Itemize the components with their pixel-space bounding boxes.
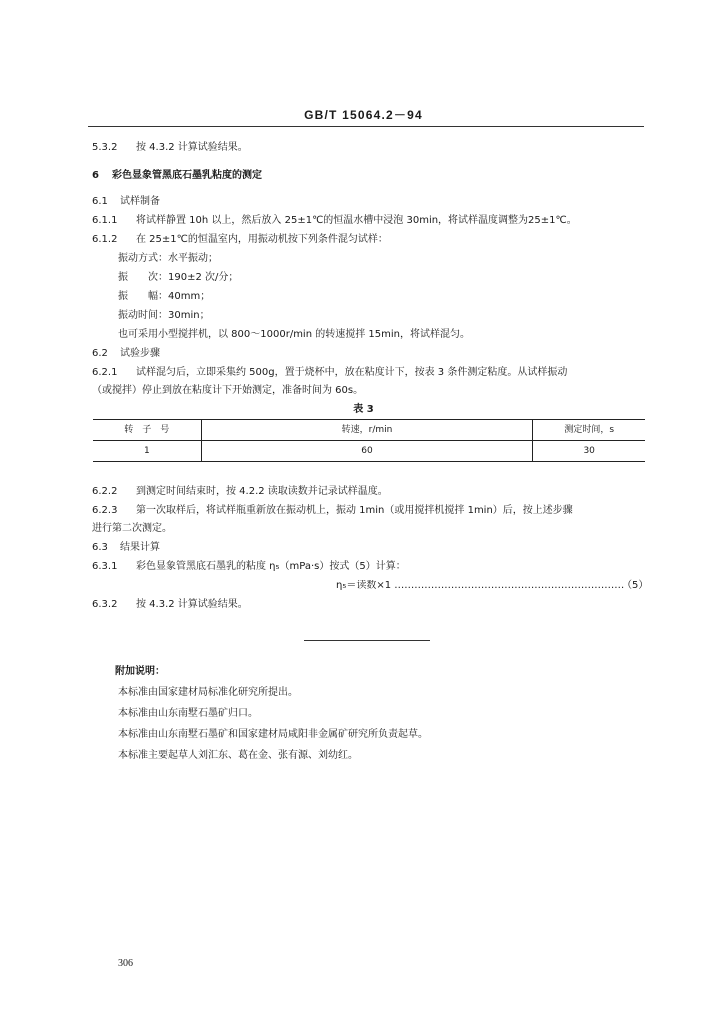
clause-text: 在 25±1℃的恒温室内，用振动机按下列条件混匀试样： (136, 234, 388, 245)
appendix-line: 本标准由山东南墅石墨矿和国家建材局咸阳非金属矿研究所负责起草。 (118, 729, 428, 740)
table-row (93, 441, 645, 462)
cell-speed: 60 (201, 441, 533, 462)
clause-6-2-1-cont: （或搅拌）停止到放在粘度计下开始测定，准备时间为 60s。 (92, 385, 364, 396)
clause-number: 6.2.1 (92, 367, 118, 378)
clause-6-1-1 (92, 215, 577, 227)
clause-6-1-2 (92, 234, 388, 246)
clause-6-2-3-cont: 进行第二次测定。 (92, 523, 172, 534)
clause-title: 结果计算 (120, 542, 160, 553)
clause-number: 6.2.3 (92, 505, 118, 516)
clause-text: 到测定时间结束时，按 4.2.2 读取读数并记录试样温度。 (136, 486, 388, 497)
document-header: GB/T 15064.2－94 (304, 108, 423, 122)
table-caption: 表 3 (353, 404, 374, 415)
clause-title: 试样制备 (120, 196, 160, 207)
clause-number: 6.2 (92, 348, 108, 359)
col-header-time: 测定时间，s (533, 420, 645, 441)
condition-amplitude: 振 幅：40mm； (118, 291, 211, 302)
clause-text: 按 4.3.2 计算试验结果。 (136, 599, 248, 610)
formula-expression: η₅＝读数×1 (336, 580, 392, 591)
col-header-rotor: 转 子 号 (93, 420, 201, 441)
formula-5 (336, 580, 649, 592)
section-title: 彩色显象管黑底石墨乳粘度的测定 (112, 170, 262, 181)
cell-time: 30 (533, 441, 645, 462)
formula-leader: …………………………………………………………… (394, 580, 625, 591)
appendix-line: 本标准由山东南墅石墨矿归口。 (118, 708, 258, 719)
table-3 (93, 419, 645, 462)
clause-6-2-2 (92, 486, 388, 498)
clause-number: 5.3.2 (92, 142, 118, 153)
clause-text: 按 4.3.2 计算试验结果。 (136, 142, 248, 153)
clause-6-3-2 (92, 599, 248, 611)
clause-6-2-heading (92, 348, 160, 360)
appendix-title: 附加说明： (115, 666, 165, 677)
clause-number: 6.2.2 (92, 486, 118, 497)
header-rule (88, 126, 644, 127)
clause-number: 6.3 (92, 542, 108, 553)
clause-number: 6.1 (92, 196, 108, 207)
col-header-speed: 转速，r/min (201, 420, 533, 441)
appendix-line: 本标准主要起草人刘汇东、葛在金、张有源、刘幼红。 (118, 750, 358, 761)
appendix-line: 本标准由国家建材局标准化研究所提出。 (118, 687, 298, 698)
condition-mode: 振动方式：水平振动； (118, 253, 218, 264)
end-separator (304, 640, 430, 641)
clause-number: 6.1.1 (92, 215, 118, 226)
clause-title: 试验步骤 (120, 348, 160, 359)
clause-number: 6.3.2 (92, 599, 118, 610)
clause-text: 试样混匀后，立即采集约 500g，置于烧杯中，放在粘度计下，按表 3 条件测定粘度。从试样振动 (136, 367, 568, 378)
table-header-row (93, 420, 645, 441)
clause-text: 将试样静置 10h 以上，然后放入 25±1℃的恒温水槽中浸泡 30min，将试样温度调整为25±1℃。 (136, 215, 577, 226)
condition-time: 振动时间：30min； (118, 310, 210, 321)
clause-6-2-1 (92, 367, 567, 379)
clause-number: 6.1.2 (92, 234, 118, 245)
clause-6-1-heading (92, 196, 160, 208)
formula-number: （5） (622, 580, 649, 591)
clause-6-3-heading (92, 542, 160, 554)
section-6-heading (92, 170, 262, 182)
alternative-method: 也可采用小型搅拌机，以 800～1000r/min 的转速搅拌 15min，将试样混匀。 (118, 329, 470, 340)
clause-text: 彩色显象管黑底石墨乳的粘度 η₅（mPa·s）按式（5）计算： (136, 561, 406, 572)
clause-6-3-1 (92, 561, 406, 573)
page-number: 306 (118, 958, 133, 969)
condition-frequency: 振 次：190±2 次/分； (118, 272, 239, 283)
clause-number: 6.3.1 (92, 561, 118, 572)
clause-6-2-3 (92, 505, 573, 517)
clause-text: 第一次取样后，将试样瓶重新放在振动机上，振动 1min（或用搅拌机搅拌 1min）后，按上述步骤 (136, 505, 573, 516)
cell-rotor: 1 (93, 441, 201, 462)
clause-5-3-2 (92, 142, 248, 154)
section-number: 6 (92, 170, 99, 181)
